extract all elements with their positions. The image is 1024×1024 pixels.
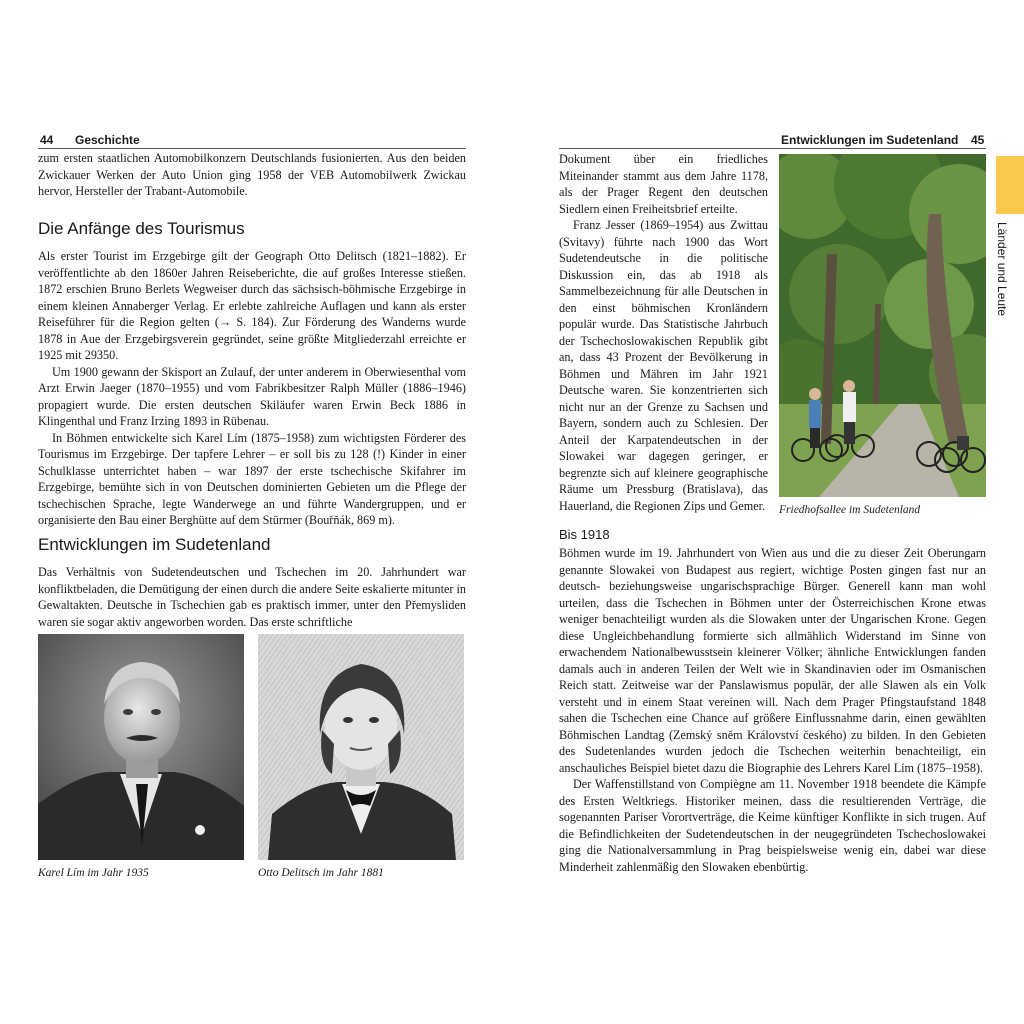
section-body-tourismus [38,248,466,529]
left-header-rule [38,148,466,149]
chapter-tab [996,156,1024,214]
photo-otto-delitsch [258,634,464,860]
paragraph: Dokument über ein friedliches Miteinander stammt aus dem Jahre 1178, als der Prager Regent den deutschen Siedlern einen Freiheitsbrief erteilte. [559,152,768,216]
photo-friedhofsallee [779,154,986,497]
photo-caption-friedhofsallee: Friedhofsallee im Sudetenland [779,504,921,516]
chapter-side-label: Länder und Leute [995,222,1009,317]
photo-caption-karel-lim: Karel Lím im Jahr 1935 [38,867,149,879]
paragraph: Franz Jesser (1869–1954) aus Zwittau (Svitavy) führte nach 1900 das Wort Sudetendeutsche in die politische Diskussion ein, das ab 1918 als Sammelbezeichnung für alle Deutschen in den einst böhmischen Kronländern populär wurde. Das Statistische Jahrbuch der Tschechoslowakischen Republik gibt an, dass 43 Prozent der Bevölkerung in Böhmen und Mähren im Jahr 1921 Deutsche waren. Sie konzentrierten sich nicht nur an der Grenze zu Sachsen und Bayern, sondern auch zu Schlesien. Der Anteil der Karpatendeutschen in der Slowakei war dagegen geringer, er begrenzte sich auf kleinere geographische Räume um Pressburg (Bratislava), das Hauerland, die Regionen Zips und Gemer. [559,218,768,513]
right-page-number: 45 [971,133,985,147]
section-heading-tourismus: Die Anfänge des Tourismus [38,219,245,238]
paragraph: zum ersten staatlichen Automobilkonzern Deutschlands fusionierten. Aus den beiden Zwickauer Werken der Auto Union ging 1958 der VEB Automobilwerk Zwickau hervor, Hersteller der Trabant-Automobile. [38,151,466,198]
paragraph: Böhmen wurde im 19. Jahrhundert von Wien aus und die zu dieser Zeit Oberungarn genannte Slowakei von Budapest aus regiert, wichtige Posten gingen fast nur an deutsch- beziehungsweise ungarischsprachige Bürger. Generell kann man wohl urteilen, dass die Tschechen in Böhmen unter der Österreichischen Krone etwas weniger benachteiligt wurden als die Slowaken unter der Ungarischen Krone. Gegen diese Ungleichbehandlung formierte sich allmählich Widerstand im Sinne von erwachendem Nationalbewusstsein kleinerer Völker; ähnliche Entwicklungen fanden damals auch in anderen Teilen der Welt wie in Skandinavien oder im Osmanischen Reich statt. Zeitweise war der Panslawismus populär, der alle Slawen als ein Volk versteht und in einem Staat vereinen will. Nach dem Prager Pfingstaufstand 1848 sahen die Tschechen eine Chance auf größere Einflussnahme darin, einen gewählten Böhmischen Landtag (Zemský sněm Království českého) zu bilden. In den Gebieten des Sudetenlandes wurden jedoch die Tschechen weiterhin benachteiligt, ein anschauliches Beispiel bietet dazu die Biographie des Lehrers Karel Lím (1875–1958). [559,546,986,775]
right-column-text [559,151,768,514]
right-header-rule [559,148,986,149]
left-intro-text [38,150,466,200]
left-page-number: 44 [40,133,54,147]
right-running-header: Entwicklungen im Sudetenland [781,133,959,147]
section-body-bis-1918 [559,545,986,875]
section-heading-sudetenland: Entwicklungen im Sudetenland [38,535,271,554]
paragraph: In Böhmen entwickelte sich Karel Lím (1875–1958) zum wichtigsten Förderer des Tourismus im Erzgebirge. Der tapfere Lehrer – er soll bis zu 128 (!) Kinder in einer Schulklasse unterrichtet haben – war 1897 der erste tschechische Skifahrer im Erzgebirge, bemühte sich in von Deutschen dominierten Gebieten um die Pflege der tschechischen Sprache, legte Wanderwege an und führte Wandergruppen, und er organisierte den Bau einer Berghütte auf dem Stürmer (Bouřňák, 869 m). [38,430,466,527]
left-running-header: Geschichte [75,133,140,147]
paragraph: Als erster Tourist im Erzgebirge gilt der Geograph Otto Delitsch (1821–1882). Er veröffentlichte ab den 1860er Jahren Reiseberichte, die auf großes Interesse stießen. 1872 erschien Bruno Berlets Wegweiser durch das sächsisch-böhmische Erzgebirge in einem kleinen Annaberger Verlag. Er erlebte zahlreiche Auflagen und kann als erster Reiseführer für die Region gelten (→ S. 184). Zur Förderung des Wanderns wurde 1878 in Aue der Erzgebirgsverein gegründet, seine größte Mitgliederzahl erreichte er 1925 mit 29350. [38,249,466,362]
section-body-sudetenland [38,564,466,630]
paragraph: Der Waffenstillstand von Compiègne am 11. November 1918 beendete die Kämpfe des Ersten Weltkriegs. Historiker meinen, dass die resultierenden Verträge, die sogenannten Pariser Vorortverträge, die Keime künftiger Konflikte in sich trugen. Auf die Befindlichkeiten der Sudetendeutschen in der neugegründeten Tschechoslowakei ging die Nationalversammlung in Prag beispielsweise wenig ein, dabei war diese Minderheit zahlenmäßig den Slowaken ebenbürtig. [559,777,986,874]
photo-karel-lim [38,634,244,860]
photo-caption-otto-delitsch: Otto Delitsch im Jahr 1881 [258,867,384,879]
paragraph: Das Verhältnis von Sudetendeutschen und Tschechen im 20. Jahrhundert war konfliktbeladen, die Demütigung der einen durch die andere Seite eskalierte mitunter in Gewaltakten. Deutsche in Tschechien gab es praktisch immer, unter den Přemysliden waren sie sogar aktiv angeworben worden. Das erste schriftliche [38,565,466,629]
section-heading-bis-1918: Bis 1918 [559,527,610,542]
paragraph: Um 1900 gewann der Skisport an Zulauf, der unter anderem in Oberwiesenthal vom Arzt Erwin Jaeger (1870–1955) und vom Fabrikbesitzer Ralph Müller (1886–1946) propagiert wurde. Die ersten deutschen Skiläufer waren Erwin Beck 1886 in Klingenthal und Franz Irzing 1893 in Rübenau. [38,364,466,428]
